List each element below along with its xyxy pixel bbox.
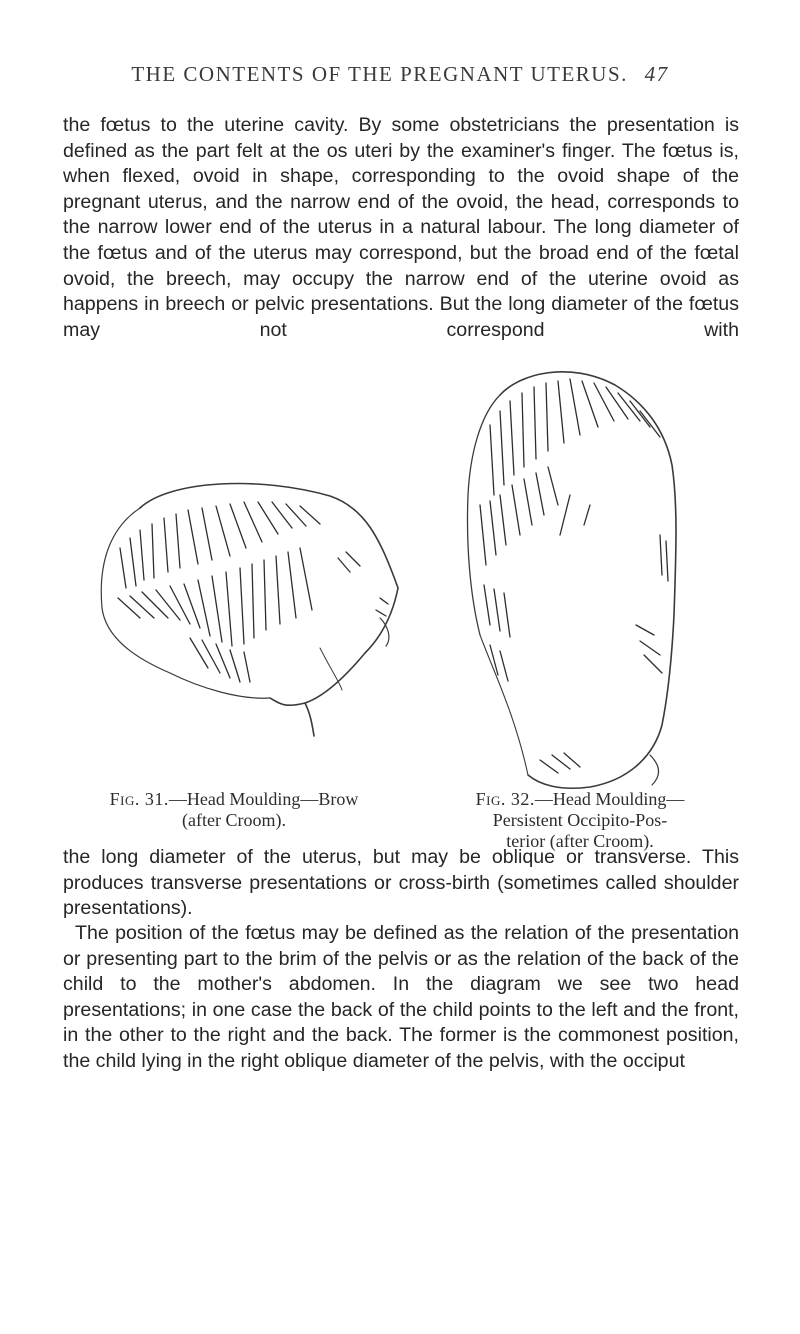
page-number: 47 [644, 62, 669, 86]
body-paragraph-1: the fœtus to the uterine cavity. By some obstetricians the presentation is defined as the part felt at the os uteri by the examiner's finger. The fœtus is, when flexed, ovoid in shape, corresponding to the ovoid shape of the pregnant uterus, and the narrow end of the ovoid, the head, corresponds to the narrow lower end of the uterus in a natural labour. The long diameter of the fœtus and of the uterus may correspond, but the broad end of the fœtal ovoid, the breech, may occupy the narrow end of the uterine ovoid as happens in breech or pelvic presentations. But the long diameter of the fœtus may not correspond with [63, 114, 739, 341]
figure-32-caption-line-2: Persistent Occipito-Pos- [492, 810, 668, 830]
figure-32-caption-line-3: terior (after Croom). [506, 831, 654, 851]
figure-32-caption-line-1: —Head Moulding— [534, 789, 685, 809]
figure-31-caption-line-2: (after Croom). [182, 810, 286, 830]
figure-32-head-moulding-occipito-posterior-illustration [440, 355, 700, 795]
figure-32-caption [425, 789, 735, 852]
body-paragraph-3: The position of the fœtus may be defined as the relation of the presentation or presenting part to the brim of the pelvis or as the relation of the back of the child to the mother's abdomen. In the diagram we see two head presentations; in one case the back of the child points to the left and the front, in the other to the right and the back. The former is the commonest position, the child lying in the right oblique diameter of the pelvis, with the occiput [63, 922, 739, 1072]
figure-32-label: Fig. 32. [475, 789, 535, 809]
figure-31-caption-line-1: —Head Moulding—Brow [168, 789, 359, 809]
figure-31-caption [64, 789, 404, 831]
figure-31-head-moulding-brow-illustration [80, 468, 410, 746]
running-title: THE CONTENTS OF THE PREGNANT UTERUS. [131, 62, 628, 86]
running-header [0, 62, 800, 87]
figure-31-label: Fig. 31. [109, 789, 169, 809]
body-paragraph-2: the long diameter of the uterus, but may be oblique or transverse. This produces transverse presentations or cross-birth (sometimes called shoulder presentations). [63, 846, 739, 920]
